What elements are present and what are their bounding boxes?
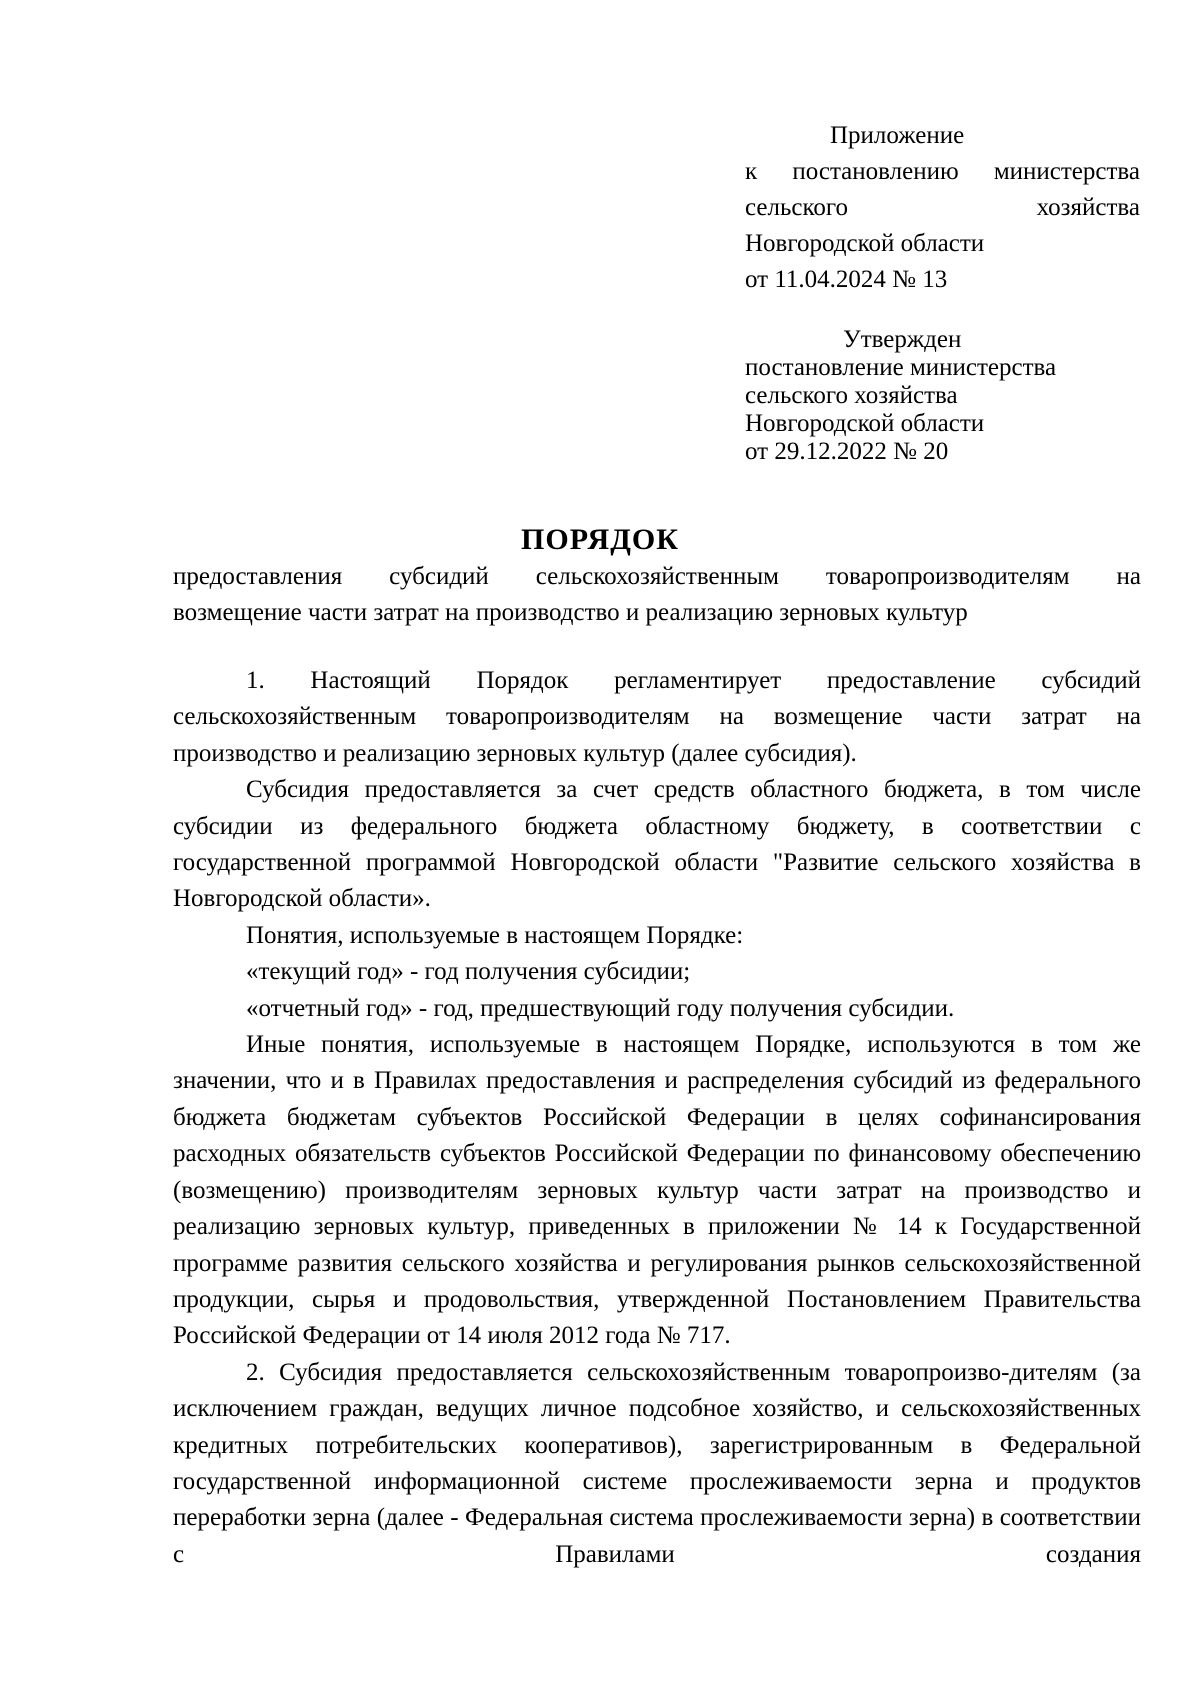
approved-title: Утвержден [843,326,962,353]
appendix-line-2-text [745,154,1140,190]
appendix-line-3-left: сельского [745,194,848,221]
approved-line-2: постановление министерства [745,354,1057,381]
appendix-block [745,118,1140,298]
appendix-line-4: Новгородской области [745,230,985,257]
approved-line-4: Новгородской области [745,410,985,437]
approved-line-3: сельского хозяйства [745,382,958,409]
paragraph-1: 1. Настоящий Порядок регламентирует предоставление субсидий сельскохозяйственным товаропроизводителям на возмещение части затрат на производство и реализацию зерновых культур (далее субсидия). [173,667,1141,767]
paragraph-2: Субсидия предоставляется за счет средств областного бюджета, в том числе субсидии из федерального бюджета областному бюджету, в соответствии с государственной программой Новгородской области "Развитие сельского хозяйства в Новгородской области». [173,776,1141,913]
paragraph-5: «отчетный год» - год, предшествующий году получения субсидии. [246,994,955,1022]
paragraph-7: 2. Субсидия предоставляется сельскохозяйственным товаропроизво-дителям (за исключением граждан, ведущих личное подсобное хозяйство, и сельскохозяйственных кредитных потребительских кооперативов), зарегистрированным в Федеральной государственной информационной системе прослеживаемости зерна и продуктов переработки зерна (далее - Федеральная система прослеживаемости зерна) в соответствии с Правилами создания [173,1358,1141,1568]
appendix-line-2-word: к [745,158,758,185]
approved-line-5: от 29.12.2022 № 20 [745,438,949,465]
paragraph-4: «текущий год» - год получения субсидии; [246,958,691,986]
document-title: ПОРЯДОК [521,523,679,556]
appendix-line-5: от 11.04.2024 № 13 [745,266,948,293]
document-body [173,663,1141,1573]
document-subtitle [173,559,1141,631]
appendix-line-2 [745,154,1140,190]
document-subtitle-line-1: предоставления субсидий сельскохозяйственным товаропроизводителям на [173,563,1141,590]
paragraph-6: Иные понятия, используемые в настоящем Порядке, используются в том же значении, что и в Правилах предоставления и распределения субсидий из федерального бюджета бюджетам субъектов Российской Федерации в целях софинансирования расходных обязательств субъектов Российской Федерации по финансовому обеспечению (возмещению) производителям зерновых культур части затрат на производство и реализацию зерновых культур, приведенных в приложении № 14 к Государственной программе развития сельского хозяйства и регулирования рынков сельскохозяйственной продукции, сырья и продовольствия, утвержденной Постановлением Правительства Российской Федерации от 14 июля 2012 года № 717. [173,1031,1141,1350]
approved-block [745,326,1145,466]
paragraph-3: Понятия, используемые в настоящем Порядке: [246,921,744,949]
appendix-title: Приложение [830,122,965,149]
appendix-line-2-word: министерства [993,158,1140,185]
document-subtitle-line-2: возмещение части затрат на производство и реализацию зерновых культур [173,599,968,626]
appendix-line-2-word: постановлению [792,158,959,185]
appendix-line-3-right: хозяйства [1036,194,1140,221]
appendix-line-3 [745,190,1140,226]
